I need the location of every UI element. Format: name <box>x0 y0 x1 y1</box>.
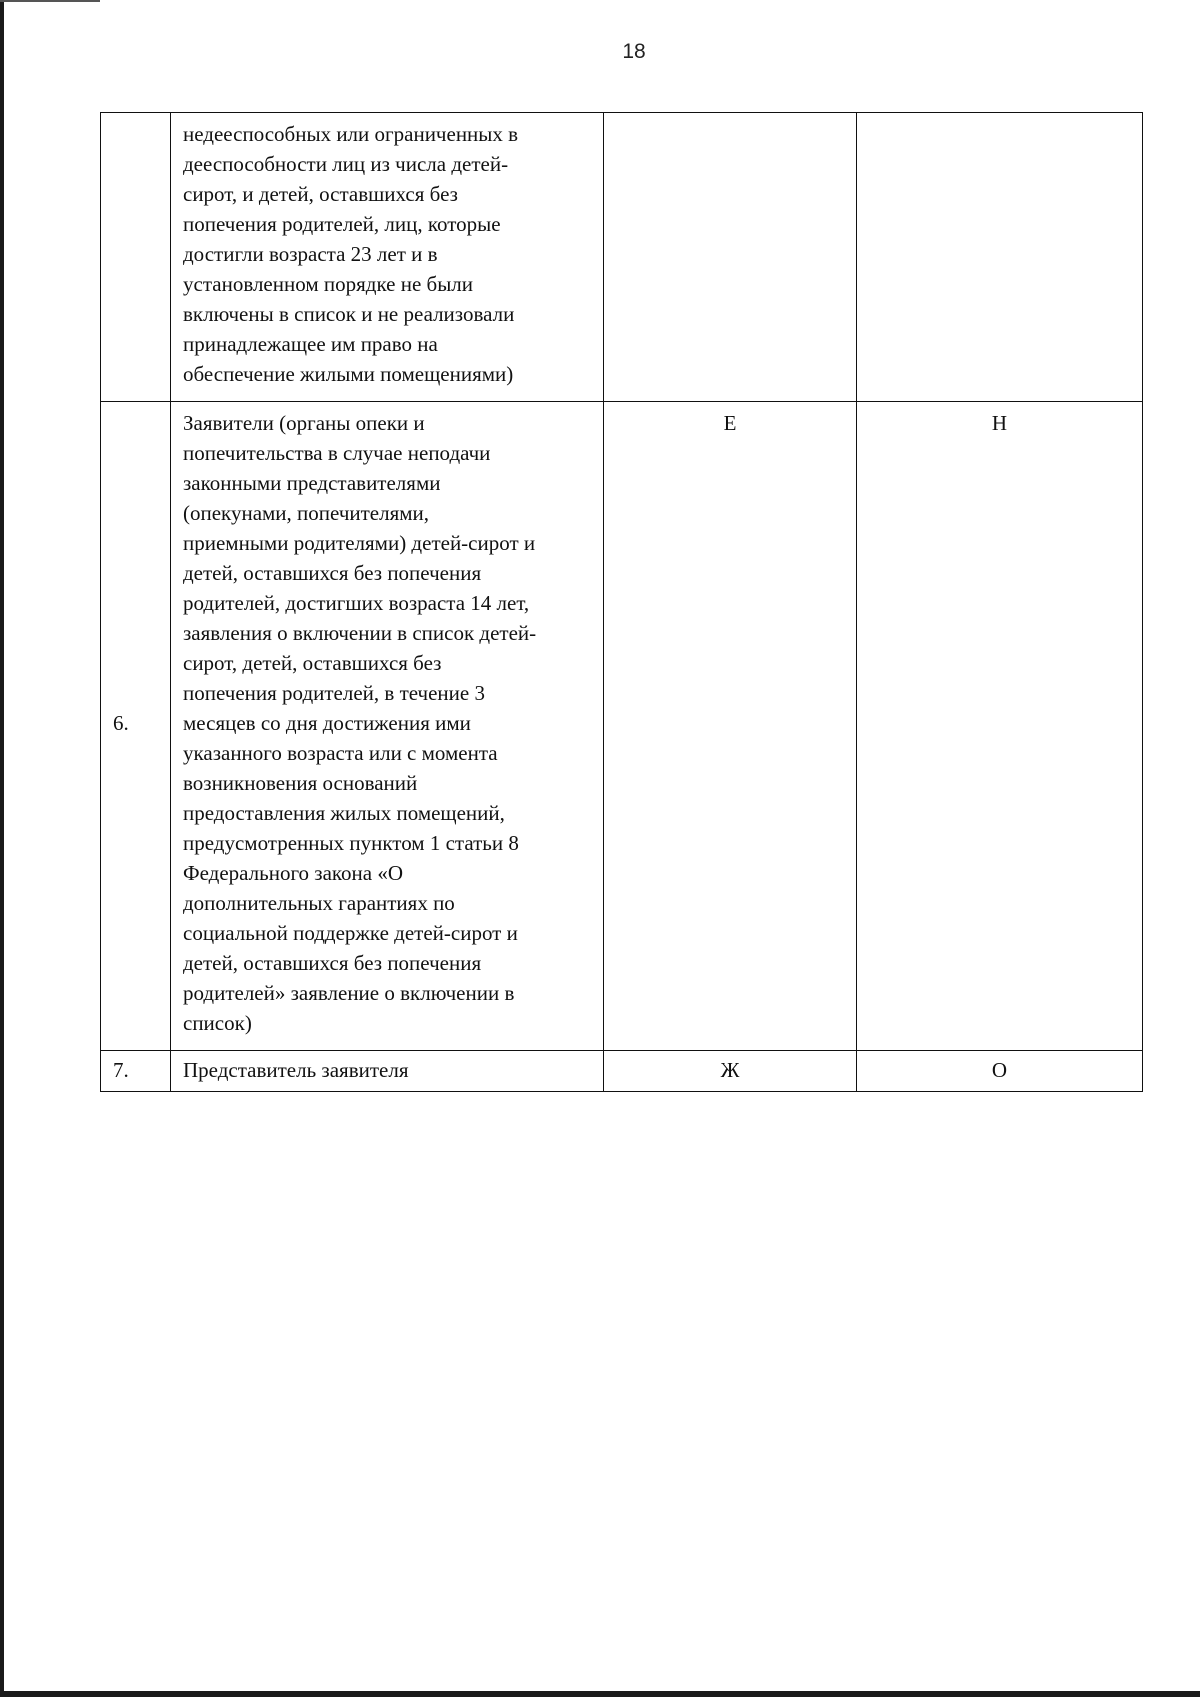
table-row <box>101 113 1143 402</box>
text-line: детей, оставшихся без попечения <box>183 951 482 975</box>
scan-edge-top <box>0 0 100 2</box>
row-description <box>171 113 604 402</box>
row-number: 7. <box>101 1051 171 1092</box>
row-code-1: Ж <box>604 1051 857 1092</box>
text-line: обеспечение жилыми помещениями) <box>183 362 514 386</box>
page-number: 18 <box>622 40 646 63</box>
text-line: указанного возраста или с момента <box>183 741 498 765</box>
text-line: детей, оставшихся без попечения <box>183 561 482 585</box>
text-line: принадлежащее им право на <box>183 332 438 356</box>
table-row <box>101 1051 1143 1092</box>
text-line: предусмотренных пунктом 1 статьи 8 <box>183 831 519 855</box>
text-line: сирот, и детей, оставшихся без <box>183 182 458 206</box>
text-line: приемными родителями) детей-сирот и <box>183 531 536 555</box>
row-code-1: Е <box>604 402 857 1051</box>
text-line: законными представителями <box>183 471 441 495</box>
text-line: попечительства в случае неподачи <box>183 441 491 465</box>
text-line: недееспособных или ограниченных в <box>183 122 519 146</box>
text-line: родителей» заявление о включении в <box>183 981 515 1005</box>
text-line: месяцев со дня достижения ими <box>183 711 471 735</box>
text-line: сирот, детей, оставшихся без <box>183 651 442 675</box>
row-description <box>171 402 604 1051</box>
text-line: (опекунами, попечителями, <box>183 501 430 525</box>
text-line: родителей, достигших возраста 14 лет, <box>183 591 530 615</box>
text-line: дополнительных гарантиях по <box>183 891 455 915</box>
text-line: достигли возраста 23 лет и в <box>183 242 438 266</box>
row-description <box>171 1051 604 1092</box>
text-line: социальной поддержке детей-сирот и <box>183 921 518 945</box>
text-line: Федерального закона «О <box>183 861 404 885</box>
text-line: предоставления жилых помещений, <box>183 801 505 825</box>
scan-edge-left <box>0 0 4 1697</box>
text-line: попечения родителей, в течение 3 <box>183 681 485 705</box>
row-code-1 <box>604 113 857 402</box>
text-line: Заявители (органы опеки и <box>183 411 425 435</box>
row-code-2: Н <box>857 402 1143 1051</box>
row-code-2 <box>857 113 1143 402</box>
row-number <box>101 113 171 402</box>
text-line: дееспособности лиц из числа детей- <box>183 152 509 176</box>
row-code-2: О <box>857 1051 1143 1092</box>
document-table <box>100 112 1143 1092</box>
text-line: Представитель заявителя <box>183 1058 409 1082</box>
table-row <box>101 402 1143 1051</box>
text-line: включены в список и не реализовали <box>183 302 515 326</box>
scan-edge-bottom <box>0 1691 1200 1697</box>
text-line: возникновения оснований <box>183 771 418 795</box>
text-line: список) <box>183 1011 252 1035</box>
text-line: установленном порядке не были <box>183 272 474 296</box>
text-line: заявления о включении в список детей- <box>183 621 537 645</box>
text-line: попечения родителей, лиц, которые <box>183 212 501 236</box>
row-number: 6. <box>101 402 171 1051</box>
